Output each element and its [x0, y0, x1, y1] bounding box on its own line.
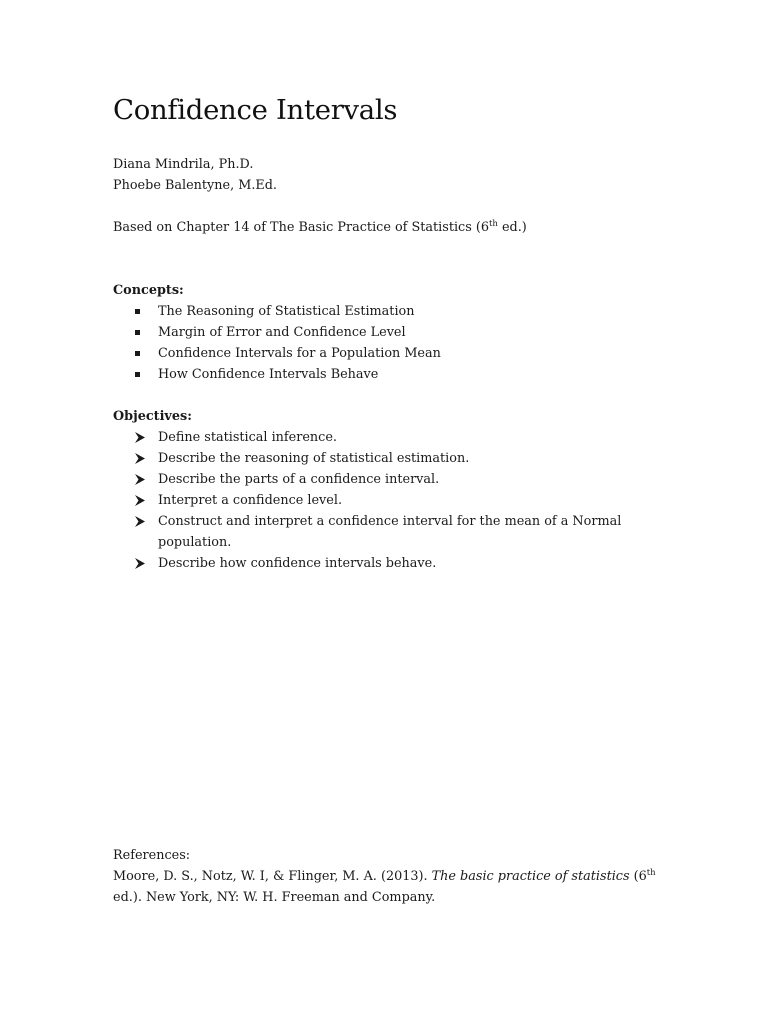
- objectives-heading: Objectives:: [113, 409, 192, 424]
- list-item: [113, 343, 441, 364]
- arrowhead-bullet-icon: [134, 474, 146, 485]
- arrowhead-bullet-icon: [134, 453, 146, 464]
- reference-line-2: ed.). New York, NY: W. H. Freeman and Company.: [113, 890, 436, 905]
- reference-line-1: [113, 866, 656, 887]
- list-item-label: The Reasoning of Statistical Estimation: [158, 304, 415, 319]
- list-item-label: Describe how confidence intervals behave.: [158, 556, 437, 571]
- source-note-sup: th: [489, 219, 498, 229]
- list-item: [113, 469, 621, 490]
- square-bullet-icon: [135, 330, 140, 335]
- list-item: [113, 490, 621, 511]
- list-item: [113, 301, 441, 322]
- reference-edition-prefix: (6: [629, 869, 647, 884]
- list-item-label: How Confidence Intervals Behave: [158, 367, 379, 382]
- list-item-label: Margin of Error and Confidence Level: [158, 325, 406, 340]
- list-item-label: Interpret a confidence level.: [158, 493, 343, 508]
- arrowhead-bullet-icon: [134, 432, 146, 443]
- objectives-list: [113, 427, 621, 574]
- reference-book-title: The basic practice of statistics: [431, 869, 630, 884]
- author-1: Diana Mindrila, Ph.D.: [113, 157, 254, 172]
- reference-authors: Moore, D. S., Notz, W. I, & Flinger, M. A. (2013).: [113, 869, 432, 884]
- list-item-label: Define statistical inference.: [158, 430, 337, 445]
- square-bullet-icon: [135, 372, 140, 377]
- list-item-label: Describe the parts of a confidence interval.: [158, 472, 440, 487]
- concepts-list: [113, 301, 441, 385]
- list-item: [113, 511, 621, 553]
- author-2: Phoebe Balentyne, M.Ed.: [113, 178, 277, 193]
- list-item: [113, 322, 441, 343]
- arrowhead-bullet-icon: [134, 495, 146, 506]
- square-bullet-icon: [135, 351, 140, 356]
- list-item-label-continued: population.: [158, 535, 232, 550]
- list-item: [113, 364, 441, 385]
- arrowhead-bullet-icon: [134, 558, 146, 569]
- arrowhead-bullet-icon: [134, 516, 146, 527]
- square-bullet-icon: [135, 309, 140, 314]
- list-item: [113, 427, 621, 448]
- list-item-label: Construct and interpret a confidence interval for the mean of a Normal: [158, 514, 622, 529]
- list-item-label: Describe the reasoning of statistical estimation.: [158, 451, 470, 466]
- source-note-prefix: Based on Chapter 14 of The Basic Practice of Statistics (6: [113, 220, 489, 235]
- concepts-heading: Concepts:: [113, 283, 184, 298]
- source-note-suffix: ed.): [497, 220, 527, 235]
- source-note: [113, 217, 527, 238]
- references-heading: References:: [113, 848, 191, 863]
- list-item-label: Confidence Intervals for a Population Mean: [158, 346, 441, 361]
- reference-edition-sup: th: [646, 868, 656, 878]
- list-item: [113, 553, 621, 574]
- list-item: [113, 448, 621, 469]
- page-title: Confidence Intervals: [113, 94, 398, 126]
